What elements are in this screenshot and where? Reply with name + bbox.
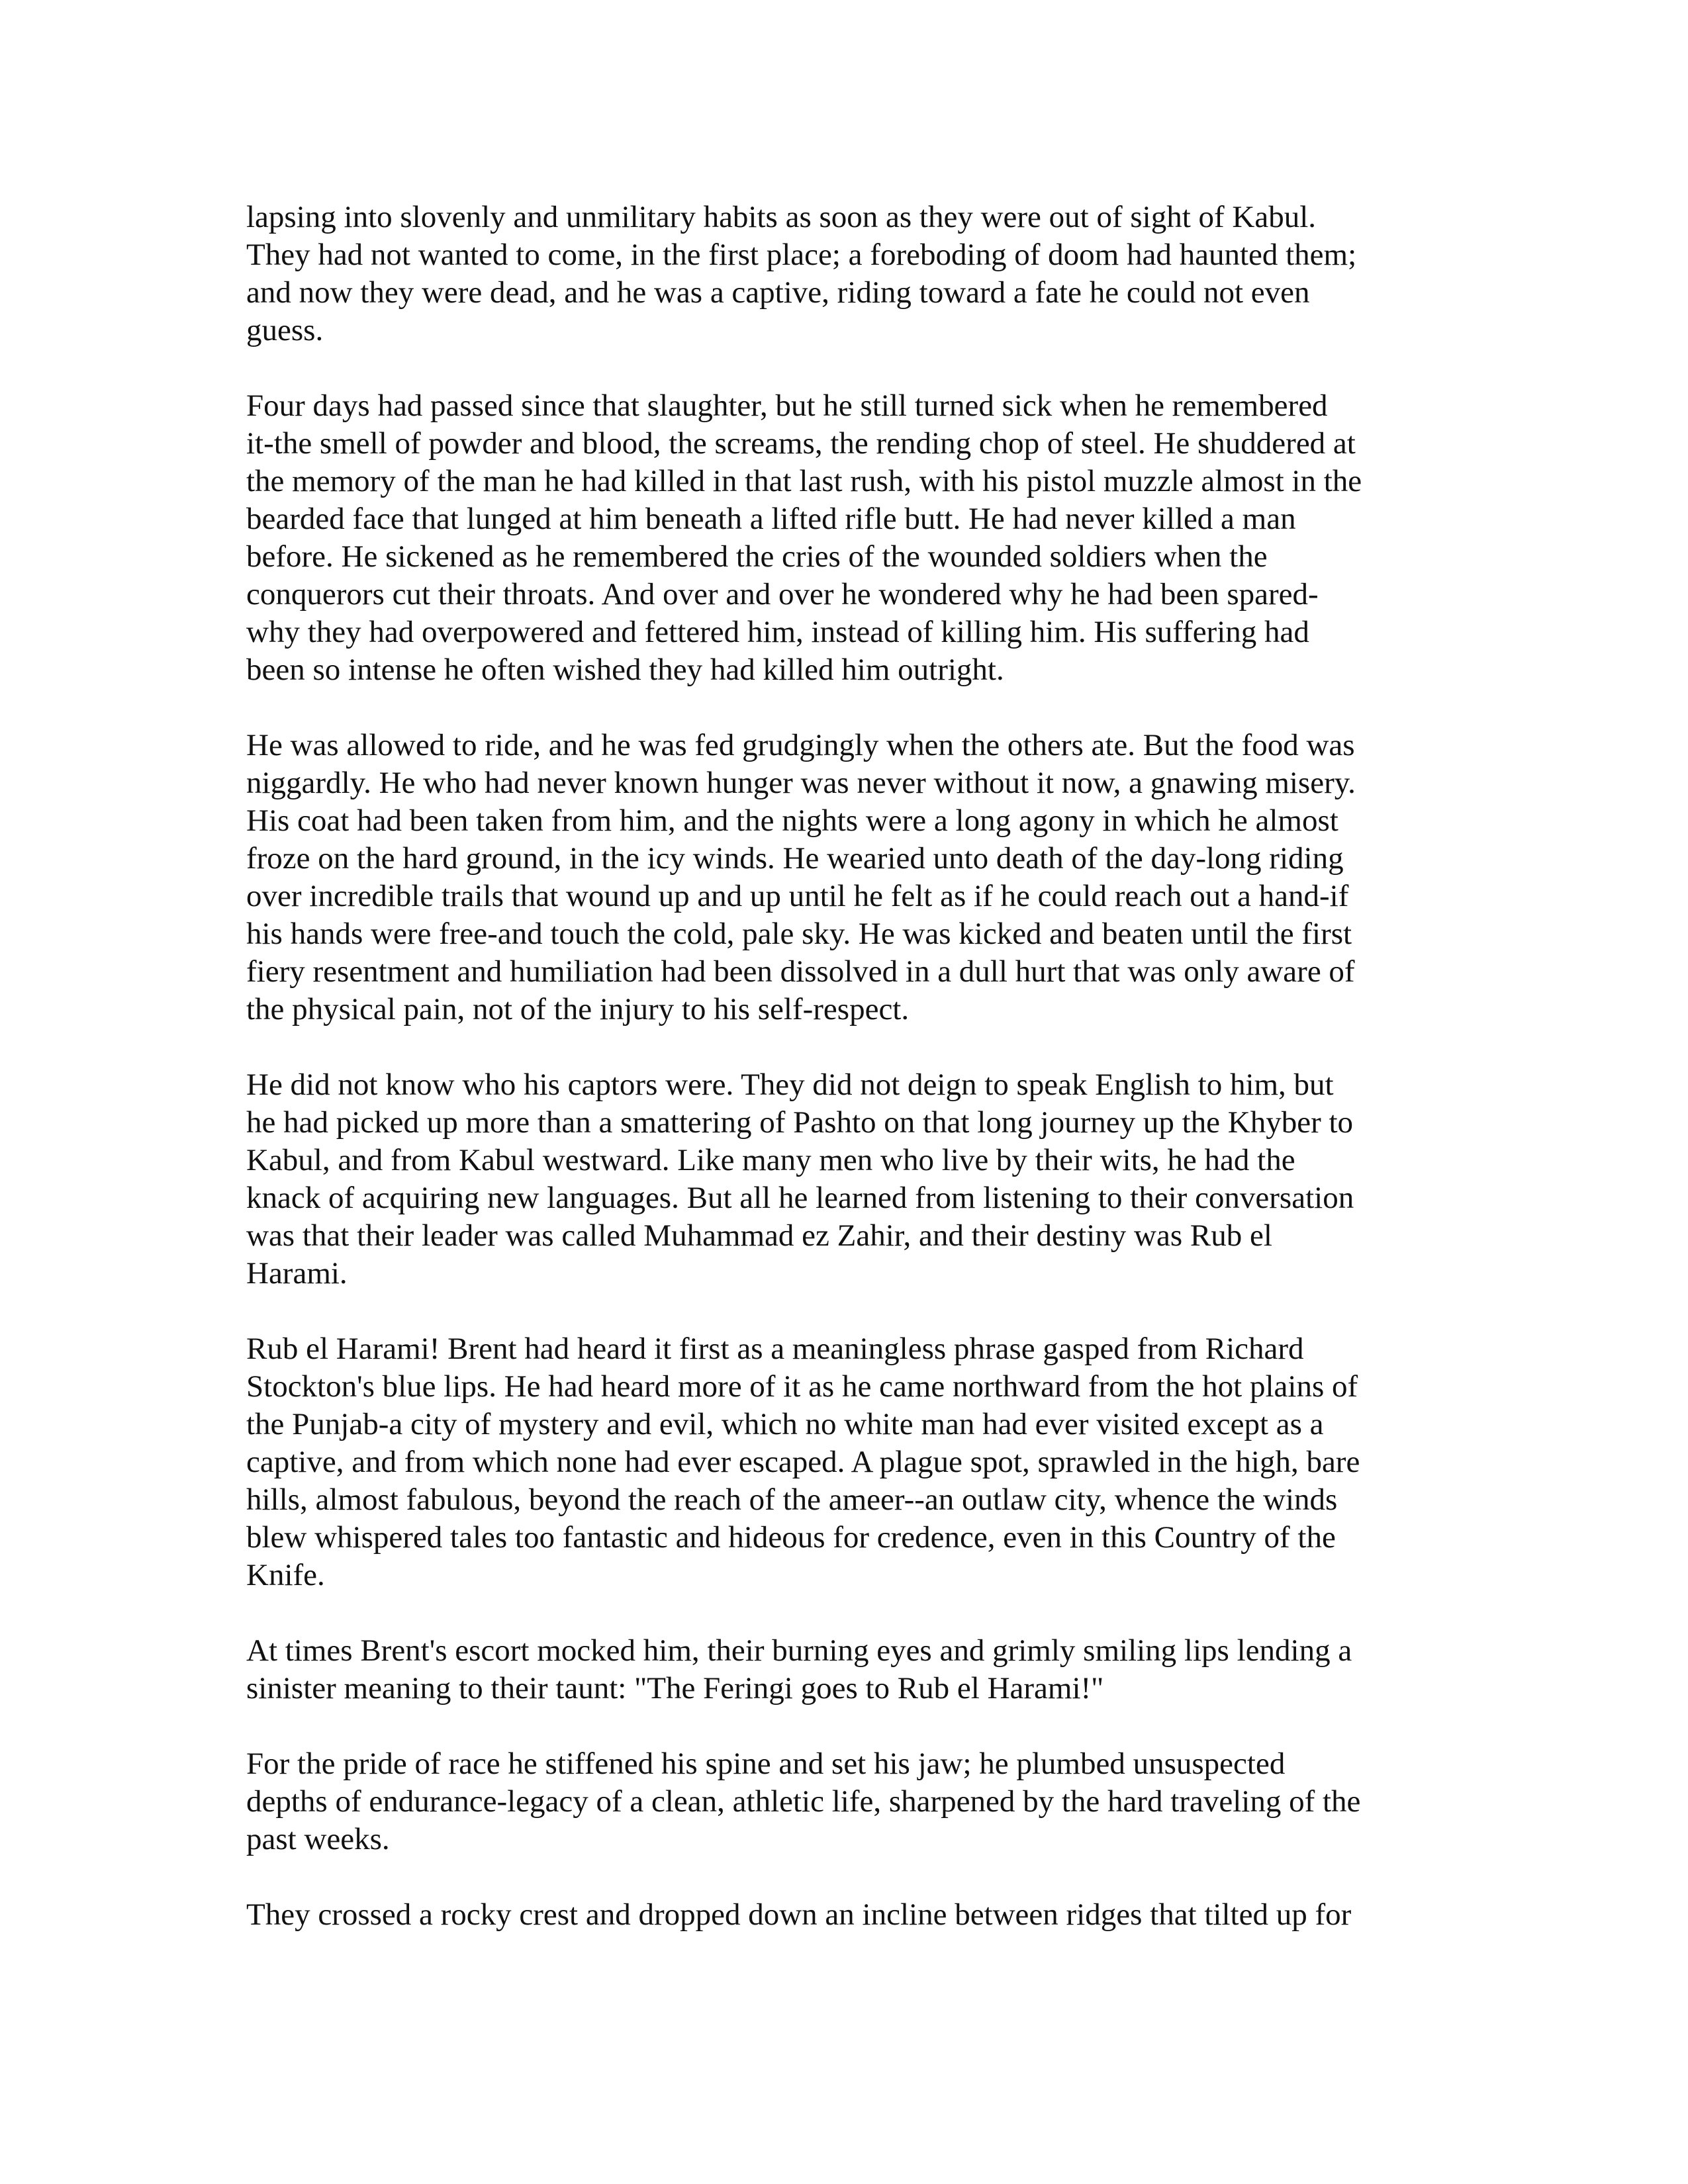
paragraph-3: He was allowed to ride, and he was fed grudgingly when the others ate. But the food was niggardly. He who had never known hunger was never without it now, a gnawing misery. His coat had been taken from him, and the nights were a long agony in which he almost froze on the hard ground, in the icy winds. He wearied unto death of the day-long riding over incredible trails that wound up and up until he felt as if he could reach out a hand-if his hands were free-and touch the cold, pale sky. He was kicked and beaten until the first fiery resentment and humiliation had been dissolved in a dull hurt that was only aware of the physical pain, not of the injury to his self-respect. [246, 728, 1356, 1026]
paragraph-8: They crossed a rocky crest and dropped down an incline between ridges that tilted up for [246, 1897, 1352, 1932]
document-page [246, 199, 1438, 1934]
paragraph-6: At times Brent's escort mocked him, their burning eyes and grimly smiling lips lending a sinister meaning to their taunt: "The Feringi goes to Rub el Harami!" [246, 1633, 1352, 1706]
paragraph-1: lapsing into slovenly and unmilitary habits as soon as they were out of sight of Kabul. They had not wanted to come, in the first place; a foreboding of doom had haunted them; and now they were dead, and he was a captive, riding toward a fate he could not even guess. [246, 200, 1357, 347]
paragraph-2: Four days had passed since that slaughter, but he still turned sick when he remembered it-the smell of powder and blood, the screams, the rending chop of steel. He shuddered at the memory of the man he had killed in that last rush, with his pistol muzzle almost in the bearded face that lunged at him beneath a lifted rifle butt. He had never killed a man before. He sickened as he remembered the cries of the wounded soldiers when the conquerors cut their throats. And over and over he wondered why he had been spared- why they had overpowered and fettered him, instead of killing him. His suffering had been so intense he often wished they had killed him outright. [246, 388, 1362, 687]
paragraph-7: For the pride of race he stiffened his spine and set his jaw; he plumbed unsuspected depths of endurance-legacy of a clean, athletic life, sharpened by the hard traveling of the past weeks. [246, 1747, 1361, 1856]
paragraph-5: Rub el Harami! Brent had heard it first as a meaningless phrase gasped from Richard Stockton's blue lips. He had heard more of it as he came northward from the hot plains of the Punjab-a city of mystery and evil, which no white man had ever visited except as a captive, and from which none had ever escaped. A plague spot, sprawled in the high, bare hills, almost fabulous, beyond the reach of the ameer--an outlaw city, whence the winds blew whispered tales too fantastic and hideous for credence, even in this Country of the Knife. [246, 1332, 1360, 1592]
paragraph-4: He did not know who his captors were. They did not deign to speak English to him, but he had picked up more than a smattering of Pashto on that long journey up the Khyber to Kabul, and from Kabul westward. Like many men who live by their wits, he had the knack of acquiring new languages. But all he learned from listening to their conversation was that their leader was called Muhammad ez Zahir, and their destiny was Rub el Harami. [246, 1068, 1354, 1291]
